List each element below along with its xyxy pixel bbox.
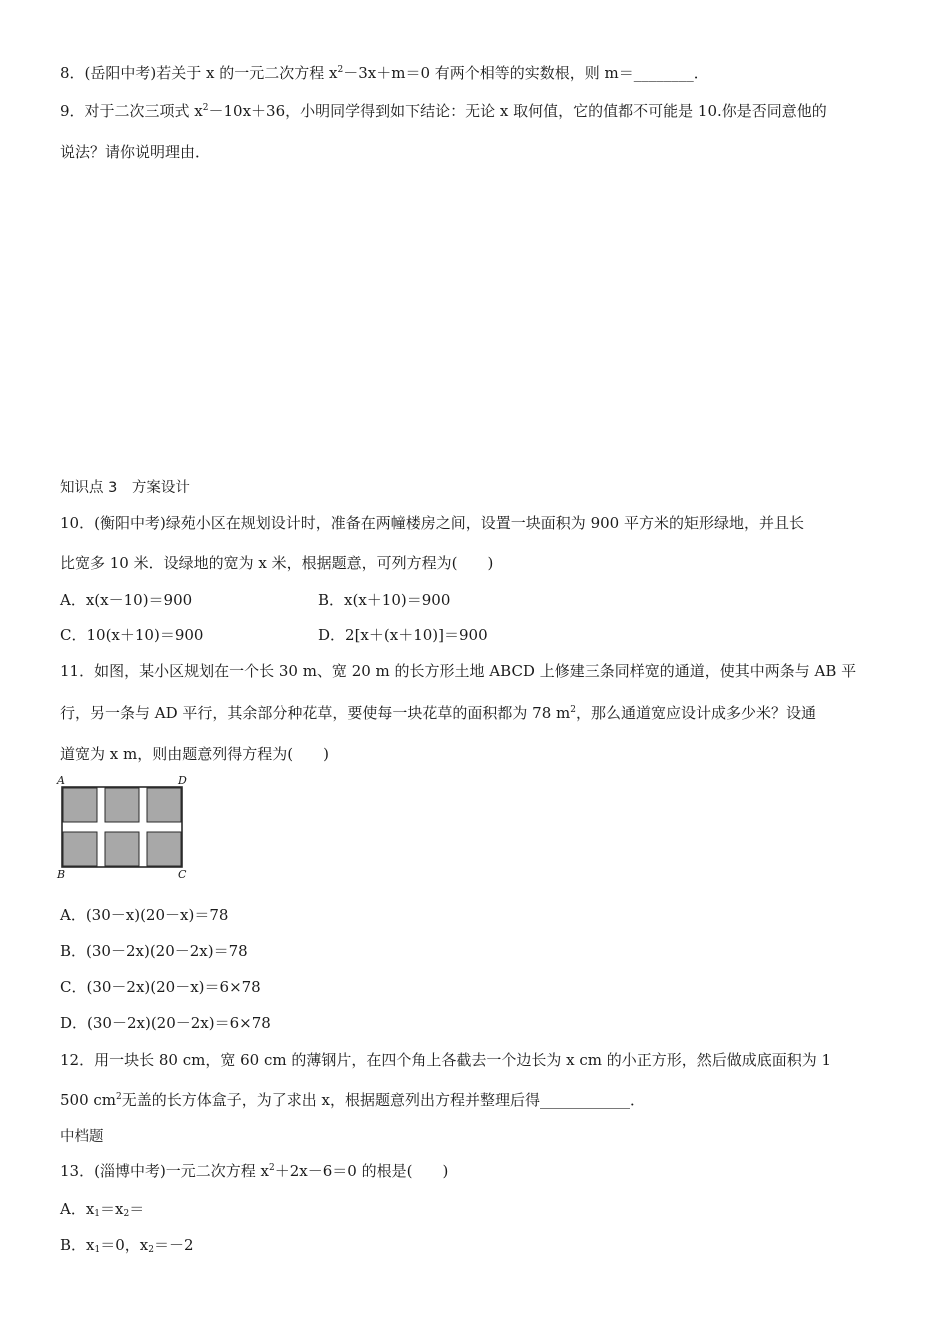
q12-superscript: 2 bbox=[116, 1092, 122, 1102]
question-10-line-2: 比宽多 10 米．设绿地的宽为 x 米，根据题意，可列方程为( ) bbox=[60, 554, 494, 572]
q11-text-after: ，那么通道宽应设计成多少米？设通 bbox=[575, 704, 816, 722]
q9-text-before: 9．对于二次三项式 x bbox=[60, 102, 203, 120]
question-12-line-2 bbox=[60, 1090, 645, 1110]
question-8 bbox=[60, 63, 709, 83]
q11-option-b: B．(30－2x)(20－2x)＝78 bbox=[60, 942, 248, 960]
q13-b-sub2: 2 bbox=[148, 1245, 154, 1255]
q13-b-sub1: 1 bbox=[94, 1245, 101, 1255]
q13-a-prefix: A．x bbox=[60, 1200, 95, 1218]
figure-label-b: B bbox=[57, 868, 66, 881]
flower-plot bbox=[63, 788, 97, 822]
flower-plot bbox=[147, 832, 181, 866]
q9-text-after: －10x＋36，小明同学得到如下结论：无论 x 取何值，它的值都不可能是 10.你是否同意他的 bbox=[208, 102, 827, 120]
rectangle-abcd-figure bbox=[54, 774, 204, 882]
question-13 bbox=[60, 1161, 448, 1181]
q13-text-before: 13．(淄博中考)一元二次方程 x bbox=[60, 1162, 270, 1180]
question-11-line-2 bbox=[60, 703, 816, 723]
level-heading-medium: 中档题 bbox=[60, 1129, 104, 1145]
question-9-line-1 bbox=[60, 101, 827, 121]
q13-a-end: ＝ bbox=[129, 1200, 145, 1218]
flower-plot bbox=[105, 832, 139, 866]
q11-option-d: D．(30－2x)(20－2x)＝6×78 bbox=[60, 1014, 271, 1032]
question-9-line-2: 说法？请你说明理由． bbox=[60, 143, 211, 161]
question-10-line-1: 10．(衡阳中考)绿苑小区在规划设计时，准备在两幢楼房之间，设置一块面积为 900 平方米的矩形绿地，并且长 bbox=[60, 514, 804, 532]
q12-text-before: 500 cm bbox=[60, 1091, 117, 1109]
q13-b-end: ＝－2 bbox=[153, 1236, 194, 1254]
q13-superscript: 2 bbox=[269, 1163, 275, 1173]
flower-plot bbox=[105, 788, 139, 822]
q8-text-after: －3x＋m＝0 有两个相等的实数根，则 m＝________． bbox=[343, 64, 709, 82]
q13-option-a bbox=[60, 1199, 144, 1219]
question-12-line-1: 12．用一块长 80 cm，宽 60 cm 的薄钢片，在四个角上各截去一个边长为 x cm 的小正方形，然后做成底面积为 1 bbox=[60, 1051, 832, 1069]
q10-option-a: A．x(x－10)＝900 bbox=[60, 591, 193, 609]
q8-superscript: 2 bbox=[337, 65, 344, 75]
figure-label-a: A bbox=[57, 774, 65, 787]
q13-option-b bbox=[60, 1235, 194, 1255]
figure-label-c: C bbox=[178, 868, 187, 881]
question-11-line-1: 11．如图，某小区规划在一个长 30 m、宽 20 m 的长方形土地 ABCD 上修建三条同样宽的通道，使其中两条与 AB 平 bbox=[60, 662, 857, 680]
q11-superscript: 2 bbox=[570, 705, 576, 715]
q13-a-sub1: 1 bbox=[94, 1209, 101, 1219]
figure-label-d: D bbox=[178, 774, 187, 787]
q11-option-c: C．(30－2x)(20－x)＝6×78 bbox=[60, 978, 261, 996]
q11-text-before: 行，另一条与 AD 平行，其余部分种花草，要使每一块花草的面积都为 78 m bbox=[60, 704, 571, 722]
q13-a-sub2: 2 bbox=[123, 1209, 130, 1219]
q13-a-mid: ＝x bbox=[100, 1200, 124, 1218]
q11-option-a: A．(30－x)(20－x)＝78 bbox=[60, 906, 229, 924]
q13-b-mid: ＝0，x bbox=[100, 1236, 149, 1254]
q10-option-c: C．10(x＋10)＝900 bbox=[60, 626, 204, 644]
q12-text-after: 无盖的长方体盒子，为了求出 x，根据题意列出方程并整理后得____________． bbox=[121, 1091, 645, 1109]
section-heading-knowledge-3: 知识点 3 方案设计 bbox=[60, 480, 190, 496]
q10-option-b: B．x(x＋10)＝900 bbox=[318, 591, 451, 609]
q10-option-d: D．2[x＋(x＋10)]＝900 bbox=[318, 626, 488, 644]
question-11-line-3: 道宽为 x m，则由题意列得方程为( ) bbox=[60, 745, 329, 763]
flower-plot bbox=[63, 832, 97, 866]
flower-plot bbox=[147, 788, 181, 822]
q13-text-after: ＋2x－6＝0 的根是( ) bbox=[274, 1162, 449, 1180]
q8-text-before: 8．(岳阳中考)若关于 x 的一元二次方程 x bbox=[60, 64, 338, 82]
q9-superscript: 2 bbox=[202, 103, 209, 113]
q13-b-prefix: B．x bbox=[60, 1236, 95, 1254]
